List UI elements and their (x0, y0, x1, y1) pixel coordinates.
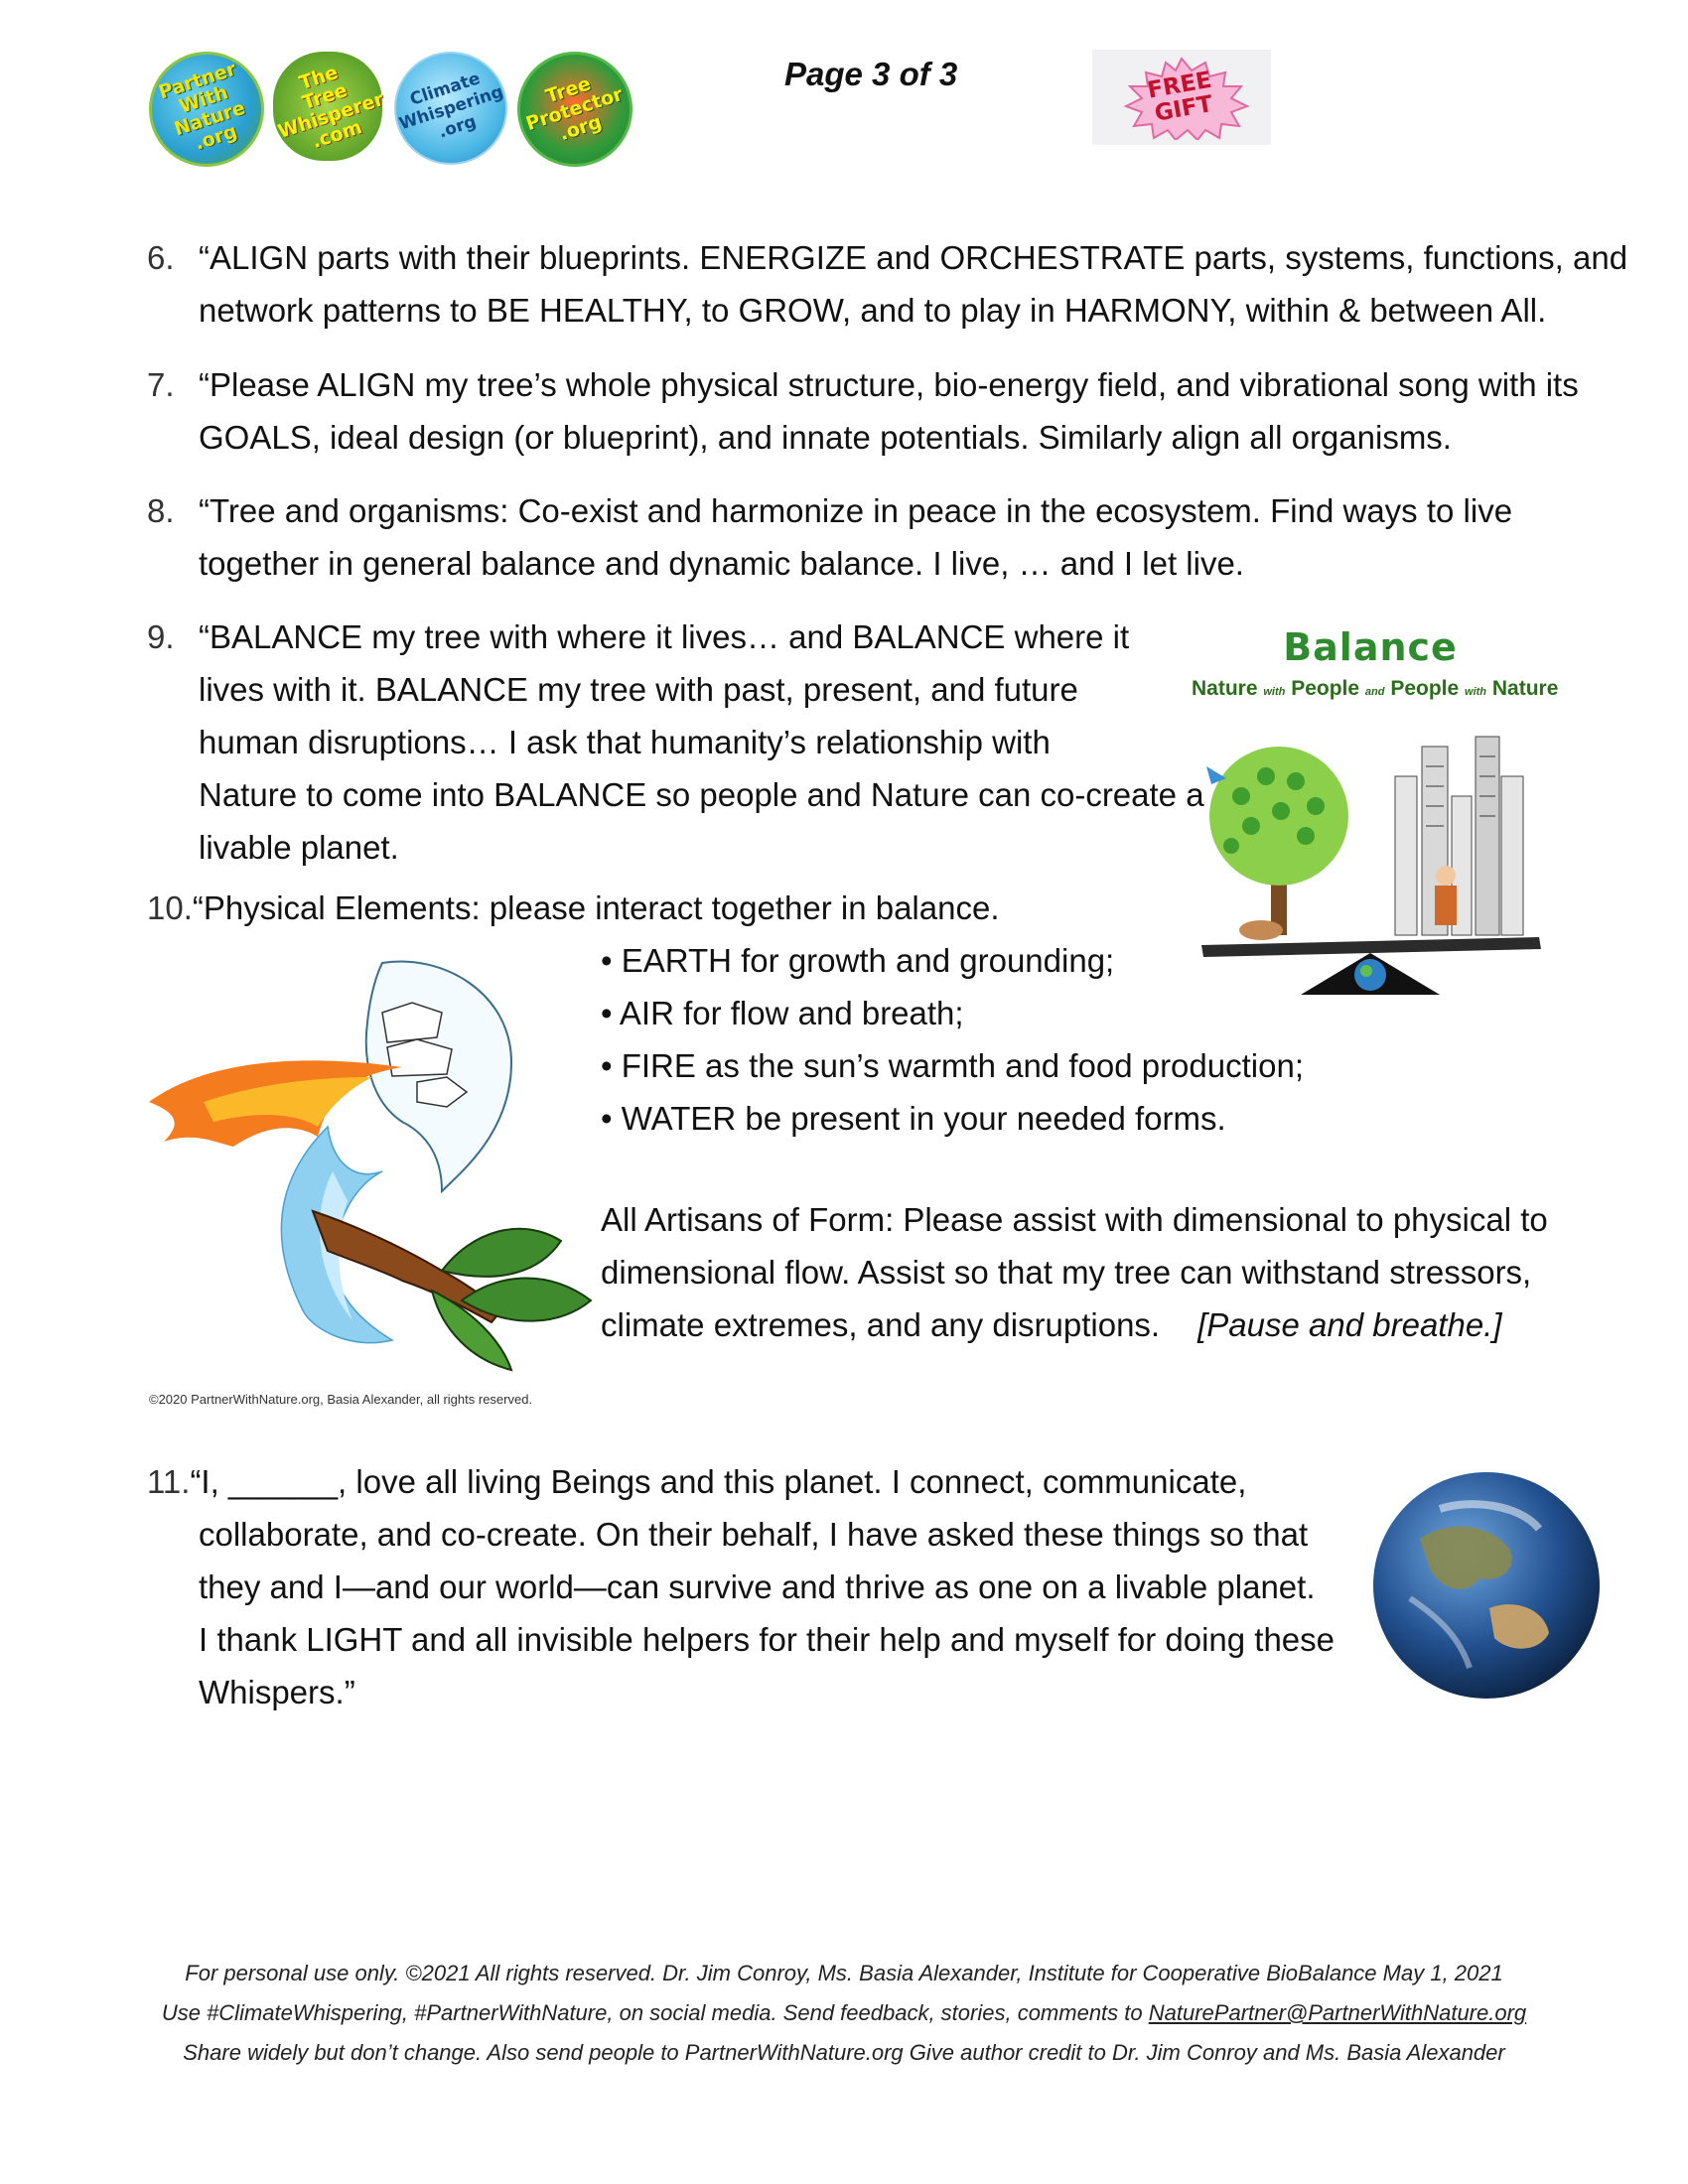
subtitle-word: and (1364, 686, 1385, 698)
logo-text: Partner With Nature .org (156, 58, 248, 155)
item-text: GOALS, ideal design (or blueprint), and innate potentials. Similarly align all organisms. (199, 419, 1452, 456)
bullet-earth: • EARTH for growth and grounding; (601, 942, 1115, 979)
elements-bullets (601, 934, 1304, 1145)
item-text: “ALIGN parts with their blueprints. ENERGIZE and ORCHESTRATE parts, systems, functions, and (199, 239, 1628, 276)
paragraph-line: dimensional flow. Assist so that my tree can withstand stressors, (601, 1254, 1532, 1291)
subtitle-word: People (1291, 677, 1360, 700)
pause-instruction: [Pause and breathe.] (1197, 1306, 1502, 1343)
climatewhispering-logo[interactable] (394, 52, 507, 165)
list-item-7 (147, 358, 1579, 464)
gift-label: FREE GIFT (1145, 67, 1215, 127)
item-text: “Physical Elements: please interact together in balance. (192, 889, 1000, 926)
item-text: human disruptions… I ask that humanity’s relationship with (199, 724, 1051, 760)
item-number: 8. (147, 492, 175, 529)
free-gift-badge[interactable] (1092, 50, 1271, 145)
item-number: 6. (147, 239, 175, 276)
item-text: “Tree and organisms: Co-exist and harmonize in peace in the ecosystem. Find ways to live (199, 492, 1513, 529)
email-link[interactable]: NaturePartner@PartnerWithNature.org (1148, 2000, 1527, 2025)
logo-text: Tree Protector .org (523, 72, 627, 146)
bullet-air: • AIR for flow and breath; (601, 995, 964, 1031)
list-item-8 (147, 484, 1512, 590)
balance-title: Balance (1283, 625, 1458, 669)
footer-line-1: For personal use only. ©2021 All rights reserved. Dr. Jim Conroy, Ms. Basia Alexander, Institute for Cooperative BioBalance May 1, 2021 (185, 1961, 1503, 1985)
partnerwithnature-logo[interactable] (149, 52, 264, 167)
balance-subtitle (1192, 677, 1559, 701)
list-item-10 (147, 882, 999, 934)
item-text: “I, ______, love all living Beings and this planet. I connect, communicate, (190, 1463, 1247, 1500)
item-number: 7. (147, 366, 175, 403)
elements-copyright: ©2020 PartnerWithNature.org, Basia Alexander, all rights reserved. (149, 1392, 533, 1407)
logo-text: Climate Whispering .org (396, 68, 505, 143)
four-elements-illustration (144, 953, 596, 1405)
item-number: 10. (147, 889, 193, 926)
list-item-9 (147, 611, 1204, 874)
treewhisperer-logo[interactable] (273, 52, 387, 161)
item-text: Whispers.” (199, 1674, 355, 1710)
item-text: collaborate, and co-create. On their behalf, I have asked these things so that (199, 1516, 1309, 1553)
item-text: they and I—and our world—can survive and thrive as one on a livable planet. (199, 1569, 1316, 1605)
subtitle-word: with (1263, 686, 1286, 698)
item-number: 9. (147, 618, 175, 655)
bullet-fire: • FIRE as the sun’s warmth and food production; (601, 1047, 1304, 1084)
paragraph-line: All Artisans of Form: Please assist with dimensional to physical to (601, 1201, 1548, 1238)
item-text: Nature to come into BALANCE so people and Nature can co-create a (199, 776, 1204, 813)
item-text: lives with it. BALANCE my tree with past, present, and future (199, 671, 1078, 708)
item-number: 11. (147, 1463, 191, 1500)
paragraph-line: climate extremes, and any disruptions. (601, 1306, 1161, 1343)
subtitle-word: with (1465, 686, 1487, 698)
footer-text: Use #ClimateWhispering, #PartnerWithNature, on social media. Send feedback, stories, comments to (161, 2000, 1149, 2025)
item-text: “Please ALIGN my tree’s whole physical structure, bio-energy field, and vibrational song with its (199, 366, 1579, 403)
list-item-6 (147, 231, 1627, 337)
bullet-water: • WATER be present in your needed forms. (601, 1100, 1226, 1137)
item-text: livable planet. (199, 829, 399, 866)
subtitle-word: Nature (1491, 677, 1559, 700)
artisans-paragraph (601, 1193, 1548, 1351)
footer-line-2 (0, 2000, 1688, 2026)
item-text: I thank LIGHT and all invisible helpers for their help and myself for doing these (199, 1621, 1336, 1658)
subtitle-word: People (1390, 677, 1460, 700)
item-text: network patterns to BE HEALTHY, to GROW, and to play in HARMONY, within & between All. (199, 292, 1547, 329)
earth-globe-icon (1370, 1469, 1604, 1703)
subtitle-word: Nature (1192, 677, 1258, 700)
footer-line-3: Share widely but don’t change. Also send people to PartnerWithNature.org Give author credit to Dr. Jim Conroy and Ms. Basia Alexander (183, 2040, 1505, 2065)
treeprotector-logo[interactable] (517, 52, 633, 167)
item-text: “BALANCE my tree with where it lives… and BALANCE where it (199, 618, 1130, 655)
list-item-11 (147, 1455, 1335, 1718)
logo-text: The Tree Whisperer .com (275, 61, 387, 153)
page-number: Page 3 of 3 (784, 56, 958, 92)
item-text: together in general balance and dynamic balance. I live, … and I let live. (199, 545, 1244, 582)
